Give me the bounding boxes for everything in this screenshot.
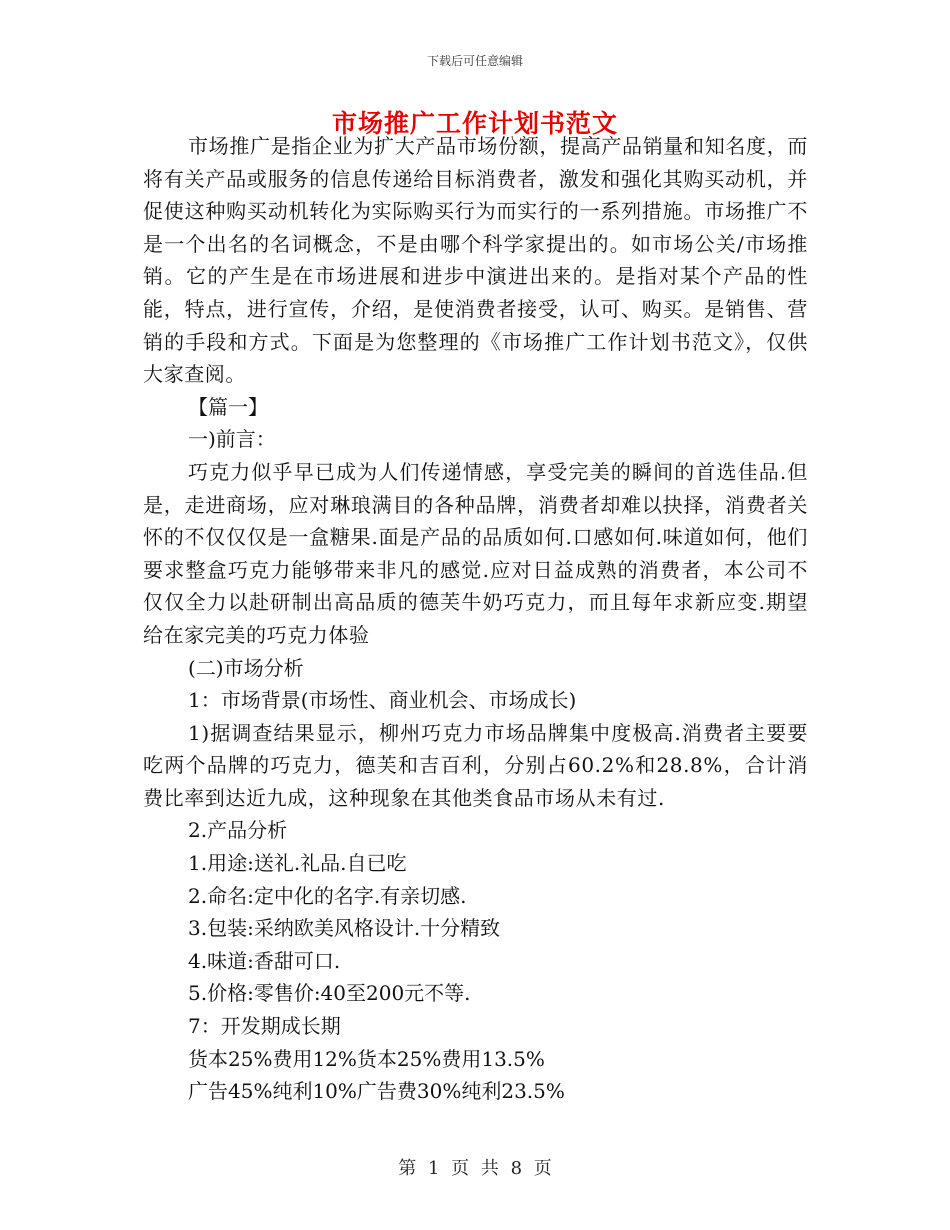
product-item: 3.包装:采纳欧美风格设计.十分精致 (188, 916, 501, 941)
cost-line: 货本25%费用12%货本25%费用13.5% (188, 1046, 545, 1071)
market-analysis-heading: (二)市场分析 (188, 655, 304, 680)
document-title: 市场推广工作计划书范文 (331, 109, 618, 138)
growth-stage-heading: 7：开发期成长期 (188, 1014, 341, 1039)
section-label: 【篇一】 (188, 394, 268, 419)
page-header-note: 下载后可任意编辑 (426, 54, 523, 68)
product-item: 5.价格:零售价:40至200元不等. (188, 981, 471, 1006)
preface-paragraph: 巧克力似乎早已成为人们传递情感，享受完美的瞬间的首选佳品.但是，走进商场，应对琳琅满目的各种品牌，消费者却难以抉择，消费者关怀的不仅仅仅是一盒糖果.面是产品的品质如何.口感如何.味道如何，他们要求整盒巧克力能够带来非凡的感觉.应对日益成熟的消费者，本公司不仅仅全力以赴研制出高品质的德芙牛奶巧克力，而且每年求新应变.期望给在家完美的巧克力体验 (143, 459, 808, 647)
product-item: 1.用途:送礼.礼品.自已吃 (188, 851, 407, 876)
market-background-heading: 1：市场背景(市场性、商业机会、市场成长) (188, 688, 577, 713)
product-analysis-heading: 2.产品分析 (188, 818, 288, 843)
product-item: 2.命名:定中化的名字.有亲切感. (188, 883, 467, 908)
preface-heading: 一)前言： (188, 427, 276, 452)
document-body (143, 130, 808, 1108)
cost-line: 广告45%纯利10%广告费30%纯利23.5% (188, 1079, 565, 1104)
intro-paragraph: 市场推广是指企业为扩大产品市场份额，提高产品销量和知名度，而将有关产品或服务的信息传递给目标消费者，激发和强化其购买动机，并促使这种购买动机转化为实际购买行为而实行的一系列措施。市场推广不是一个出名的名词概念，不是由哪个科学家提出的。如市场公关/市场推销。它的产生是在市场进展和进步中演进出来的。是指对某个产品的性能，特点，进行宣传，介绍，是使消费者接受，认可、购买。是销售、营销的手段和方式。下面是为您整理的《市场推广工作计划书范文》，仅供大家查阅。 (143, 134, 808, 387)
product-item: 4.味道:香甜可口. (188, 948, 341, 973)
page-number-footer: 第 1 页 共 8 页 (398, 1158, 552, 1179)
survey-paragraph: 1)据调查结果显示，柳州巧克力市场品牌集中度极高.消费者主要要吃两个品牌的巧克力，德芙和吉百利，分别占60.2%和28.8%，合计消费比率到达近九成，这种现象在其他类食品市场从未有过. (143, 720, 808, 810)
